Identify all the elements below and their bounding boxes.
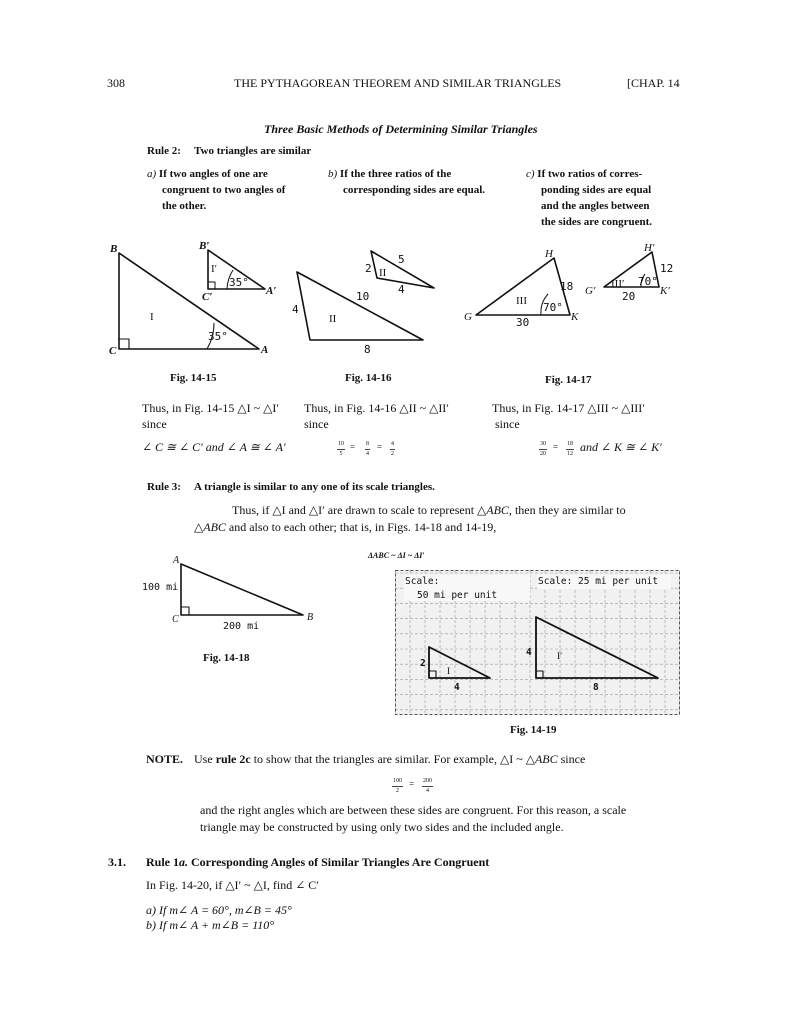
- fig-caption: Fig. 14-17: [545, 374, 592, 386]
- rule2-text: Two triangles are similar: [194, 145, 312, 157]
- side-4-small: 4: [398, 283, 405, 296]
- angle-70-small: 70°: [638, 275, 658, 288]
- fraction: $\frac{30}{20}$: [540, 441, 546, 457]
- rule3-paragraph: Thus, if △I and △I′ are drawn to scale to represent △ABC, then they are similar to △ABC and also to each other; that is, in Figs. 14-18 and 14-19,: [194, 503, 626, 534]
- vertex-G: G: [464, 311, 472, 323]
- fig-14-19: [395, 570, 680, 715]
- tri-name: I: [246, 401, 251, 415]
- since-text: since: [142, 417, 167, 431]
- similar-sign: ~: [250, 401, 264, 415]
- rule3-text: A triangle is similar to any one of its scale triangles.: [194, 481, 435, 493]
- fig-caption: Fig. 14-18: [203, 652, 250, 664]
- side-12: 12: [660, 262, 674, 275]
- roman-II-big: II: [329, 313, 337, 325]
- side-4: 4: [454, 682, 460, 693]
- side-100mi: 100 mi: [142, 582, 179, 593]
- scale-left-label: Scale:: [405, 576, 440, 587]
- vertex-A: A: [261, 344, 269, 356]
- fraction: $\frac{4}{2}$: [391, 441, 394, 457]
- rule2-label: Rule 2:: [147, 145, 181, 157]
- side-8: 8: [364, 343, 371, 356]
- side-2: 2: [420, 658, 426, 669]
- roman-III-prime: III′: [611, 278, 625, 290]
- note-label: NOTE.: [146, 752, 184, 766]
- vertex-C: C: [172, 614, 179, 625]
- since-text: since: [495, 417, 520, 431]
- vertex-K-prime: K′: [660, 285, 670, 297]
- fig19-title: ΔABC ~ ΔI ~ ΔI′: [368, 551, 425, 560]
- vertex-B: B: [307, 612, 314, 623]
- side-8: 8: [593, 682, 599, 693]
- right-angle-mark: [208, 282, 215, 289]
- tri-name: III′: [630, 401, 645, 415]
- vertex-B-prime: B′: [199, 240, 210, 252]
- vertex-A-prime: A′: [266, 285, 277, 297]
- rule2-c-line: If two ratios of corres-: [537, 168, 643, 180]
- scale-left-value: 50 mi per unit: [417, 590, 498, 601]
- vertex-B: B: [110, 243, 118, 255]
- rule2-c-line: the sides are congruent.: [541, 216, 653, 228]
- rule-ref: rule 2c: [215, 752, 251, 766]
- triangle-ABC: [181, 564, 303, 615]
- roman-III: III: [516, 295, 527, 307]
- conclusion-text: Thus, in Fig. 14-16: [304, 401, 400, 415]
- since-text: since: [304, 417, 329, 431]
- rule2-a-marker: a): [147, 168, 157, 180]
- rule2-c-line: and the angles between: [541, 200, 650, 212]
- vertex-A: A: [173, 555, 180, 566]
- roman-I: I: [150, 311, 154, 323]
- problem-title: Rule 1a. Corresponding Angles of Similar Triangles Are Congruent: [146, 855, 490, 869]
- rule2-b-line: corresponding sides are equal.: [343, 184, 485, 196]
- chapter-marker: [CHAP. 14: [627, 76, 680, 90]
- side-18: 18: [560, 280, 574, 293]
- roman-I: I: [447, 667, 451, 677]
- side-2: 2: [365, 262, 372, 275]
- fraction: $\frac{10}{5}$: [338, 441, 344, 457]
- page-number: 308: [107, 76, 125, 90]
- side-4-big: 4: [526, 647, 532, 658]
- reason-15: ∠ C ≅ ∠ C′ and ∠ A ≅ ∠ A′: [142, 440, 286, 454]
- vertex-C: C: [109, 345, 117, 357]
- conclusion-15: Thus, in Fig. 14-15 △I ~ △I′ since: [142, 401, 279, 431]
- vertex-C-prime: C′: [202, 291, 213, 303]
- roman-II-small: II: [379, 267, 387, 279]
- triangle-I: [119, 253, 259, 349]
- fig-caption: Fig. 14-15: [170, 372, 217, 384]
- fraction: $\frac{100}{2}$: [393, 778, 402, 794]
- rule2-a-line: congruent to two angles of: [162, 184, 286, 196]
- right-angle-mark: [181, 607, 189, 615]
- side-4-big: 4: [292, 303, 299, 316]
- rule2-c-line: ponding sides are equal: [541, 184, 652, 196]
- fraction: $\frac{18}{12}$: [567, 441, 573, 457]
- similar-sign: ~: [416, 401, 430, 415]
- angle-70: 70°: [543, 301, 563, 314]
- side-20: 20: [622, 290, 636, 303]
- fraction: $\frac{200}{4}$: [423, 778, 432, 794]
- vertex-H-prime: H′: [644, 242, 655, 254]
- fig-14-18: [0, 540, 400, 670]
- vertex-G-prime: G′: [585, 285, 596, 297]
- angle-35: 35°: [208, 330, 228, 343]
- equals-sign: =: [409, 779, 415, 789]
- conclusion-16: Thus, in Fig. 14-16 △II ~ △II′ since: [304, 401, 449, 431]
- equals-sign: =: [350, 442, 356, 452]
- equals-sign: =: [553, 442, 559, 452]
- tri-name: II: [408, 401, 417, 415]
- conclusion-17: Thus, in Fig. 14-17 △III ~ △III′ since: [492, 401, 645, 431]
- section-title: Three Basic Methods of Determining Similar Triangles: [264, 122, 538, 136]
- conclusion-text: Thus, in Fig. 14-17: [492, 401, 588, 415]
- problem-intro: In Fig. 14-20, if △I′ ~ △I, find ∠ C′: [146, 878, 319, 892]
- note-followup: and the right angles which are between these sides are congruent. For this reason, a scale triangle may be constructed by using only two sides and the included angle.: [200, 803, 627, 834]
- reason-17: and ∠ K ≅ ∠ K′: [580, 440, 662, 454]
- scale-right-label: Scale: 25 mi per unit: [538, 576, 659, 587]
- rule2-b-marker: b): [328, 168, 338, 180]
- tri-name: III: [596, 401, 609, 415]
- fig-caption: Fig. 14-19: [510, 724, 557, 736]
- angle-35-small: 35°: [229, 276, 249, 289]
- problem-number: 3.1.: [108, 855, 126, 869]
- vertex-K: K: [571, 311, 579, 323]
- figures-rule2: [0, 0, 791, 400]
- equals-sign: =: [377, 442, 383, 452]
- tri-name: II′: [438, 401, 449, 415]
- conclusion-text: Thus, in Fig. 14-15: [142, 401, 238, 415]
- rule2-a-line: the other.: [162, 200, 207, 212]
- rule3-label: Rule 3:: [147, 481, 181, 493]
- side-5: 5: [398, 253, 405, 266]
- rule2-a-line: If two angles of one are: [158, 168, 268, 180]
- rule2-b-line: If the three ratios of the: [339, 168, 452, 180]
- fraction: $\frac{8}{4}$: [366, 441, 369, 457]
- similar-sign: ~: [608, 401, 622, 415]
- rule2-c-marker: c): [526, 168, 535, 180]
- roman-I-prime: I′: [211, 263, 218, 275]
- problem-part-a: a) If m∠ A = 60°, m∠B = 45°: [146, 903, 292, 917]
- side-10: 10: [356, 290, 370, 303]
- right-angle-mark: [119, 339, 129, 349]
- side-200mi: 200 mi: [223, 621, 260, 632]
- side-30: 30: [516, 316, 530, 329]
- problem-part-b: b) If m∠ A + m∠B = 110°: [146, 918, 275, 932]
- running-title: THE PYTHAGOREAN THEOREM AND SIMILAR TRIANGLES: [234, 76, 562, 90]
- fig-caption: Fig. 14-16: [345, 372, 392, 384]
- note-paragraph: NOTE. Use rule 2c to show that the triangles are similar. For example, △I ~ △ABC since: [146, 752, 586, 766]
- vertex-H: H: [545, 248, 553, 260]
- roman-I-prime: I′: [557, 652, 563, 662]
- tri-name: I′: [272, 401, 279, 415]
